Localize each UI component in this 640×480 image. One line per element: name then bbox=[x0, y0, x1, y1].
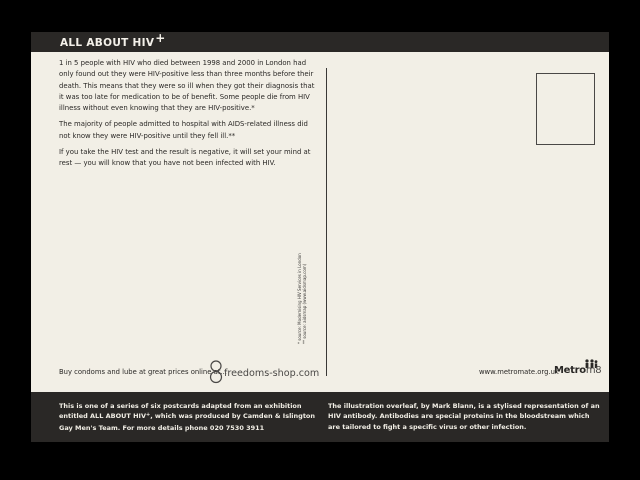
source-note-line: * source: Modernising HIV Services in London bbox=[297, 253, 302, 344]
body-paragraph: 1 in 5 people with HIV who died between 1998 and 2000 in London had only found out they were HIV-positive less than three months before their death. This means that they were so ill when they got their diagnosis that it was too late for medication to be of benefit. Some people die from HIV illness without even knowing that they are HIV-positive.* bbox=[59, 59, 315, 113]
body-paragraph: The majority of people admitted to hospital with AIDS-related illness did not know they were HIV-positive until they fell ill.** bbox=[59, 120, 308, 140]
metromate-logo-main: Metro bbox=[554, 365, 586, 376]
header-band bbox=[31, 32, 609, 52]
address-divider-line bbox=[326, 68, 327, 376]
source-note bbox=[297, 254, 307, 344]
body-paragraph: If you take the HIV test and the result is negative, it will set your mind at rest — you will know that you have not been infected with HIV. bbox=[59, 148, 311, 168]
body-text bbox=[59, 58, 321, 175]
footer-left-after: , which was produced by Camden & Islington Gay Men's Team. For more details phone 020 7530 3911 bbox=[59, 412, 316, 432]
footer-band bbox=[31, 392, 609, 442]
footer-left-plus: + bbox=[145, 412, 151, 419]
promo-text: Buy condoms and lube at great prices online at... bbox=[59, 368, 227, 376]
website-url: www.metromate.org.uk bbox=[479, 368, 559, 376]
postcard-back bbox=[31, 32, 609, 442]
footer-left-text bbox=[59, 401, 321, 433]
freedoms-shop-logo-text: freedoms-shop.com bbox=[224, 367, 320, 379]
metromate-logo-m8: m8 bbox=[585, 365, 602, 376]
metromate-logo-text bbox=[554, 365, 601, 376]
header-title-plus: + bbox=[155, 32, 166, 45]
stamp-box bbox=[536, 73, 595, 145]
header-title bbox=[60, 32, 166, 49]
footer-left-before: This is one of a series of six postcards adapted from an exhibition entitled ALL ABOUT HIV bbox=[59, 402, 302, 421]
header-title-text: ALL ABOUT HIV bbox=[60, 37, 155, 49]
freedoms-shop-logo-icon bbox=[209, 359, 223, 385]
footer-right-text: The illustration overleaf, by Mark Blann, is a stylised representation of an HIV antibody. Antibodies are special proteins in the bloodstream which are tailored to fight a specific virus or other infection. bbox=[328, 402, 600, 431]
freedoms-shop-logo bbox=[209, 359, 319, 385]
source-note-line: ** source: aidsmap (www.aidsmap.com) bbox=[302, 263, 307, 344]
